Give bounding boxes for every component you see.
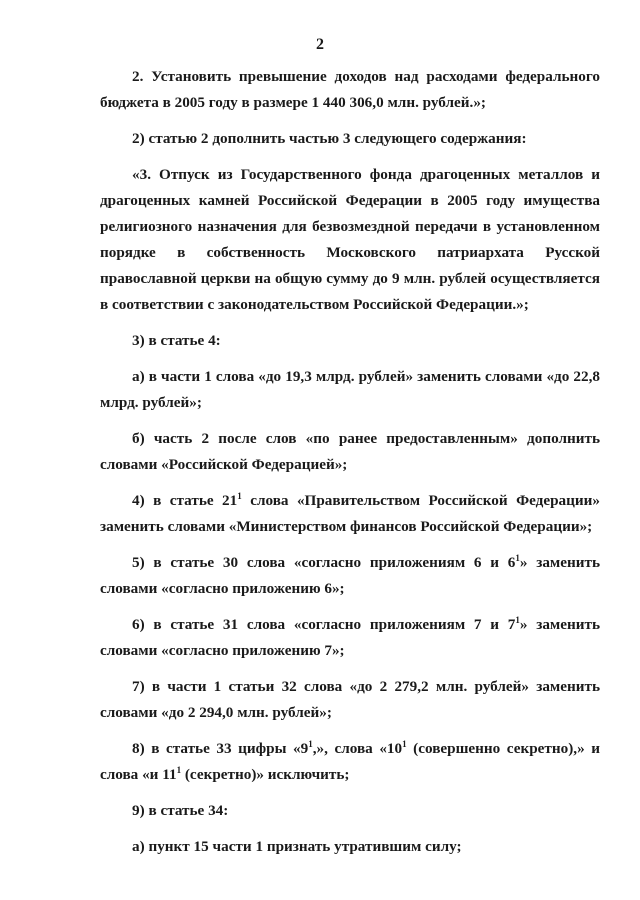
page-number: 2 (316, 36, 324, 53)
superscript: 1 (515, 614, 520, 625)
superscript: 1 (402, 738, 407, 749)
text-segment: 5) в статье 30 слова «согласно приложениям 6 и 6 (132, 554, 516, 571)
paragraph-article-31 (100, 612, 600, 664)
paragraph-34a: а) пункт 15 части 1 признать утратившим силу; (132, 838, 462, 855)
superscript: 1 (176, 764, 182, 775)
text-segment: (совершенно секретно),» и слова «и 11 (100, 740, 600, 783)
paragraph-article-34: 9) в статье 34: (132, 802, 229, 819)
text-segment: » заменить словами «согласно приложению 6»; (100, 554, 600, 597)
paragraph-article-4: 3) в статье 4: (132, 332, 221, 349)
text-segment: 8) в статье 33 цифры «9 (132, 740, 309, 757)
text-segment: (секретно)» исключить; (181, 766, 350, 783)
paragraph-2-surplus: 2. Установить превышение доходов над расходами федерального бюджета в 2005 году в размере 1 440 306,0 млн. рублей.»; (100, 68, 600, 111)
paragraph-part-3-text: «3. Отпуск из Государственного фонда драгоценных металлов и драгоценных камней Российской Федерации в 2005 году имущества религиозного назначения для безвозмездной передачи в установленном порядке в собственность Московского патриархата Русской православной церкви на общую сумму до 9 млн. рублей осуществляется в соответствии с законодательством Российской Федерации.»; (100, 166, 600, 313)
paragraph-article-30 (100, 550, 600, 602)
paragraph-article-21-1 (100, 488, 600, 540)
text-segment: 6) в статье 31 слова «согласно приложениям 7 и 7 (132, 616, 516, 633)
superscript: 1 (308, 738, 313, 749)
document-body (100, 64, 600, 870)
paragraph-article-32: 7) в части 1 статьи 32 слова «до 2 279,2 млн. рублей» заменить словами «до 2 294,0 млн. рублей»; (100, 678, 600, 721)
text-segment: слова «Правительством Российской Федерации» заменить словами «Министерством финансов Российской Федерации»; (100, 492, 600, 535)
paragraph-4b: б) часть 2 после слов «по ранее предоставленным» дополнить словами «Российской Федерацией»; (100, 430, 600, 473)
paragraph-article-33 (100, 736, 600, 788)
superscript: 1 (237, 490, 242, 501)
text-segment: 4) в статье 21 (132, 492, 238, 509)
paragraph-article-2-amend: 2) статью 2 дополнить частью 3 следующего содержания: (132, 130, 527, 147)
text-segment: ,», слова «10 (312, 740, 403, 757)
paragraph-4a: а) в части 1 слова «до 19,3 млрд. рублей» заменить словами «до 22,8 млрд. рублей»; (100, 368, 600, 411)
text-segment: » заменить словами «согласно приложению 7»; (100, 616, 600, 659)
superscript: 1 (515, 552, 520, 563)
